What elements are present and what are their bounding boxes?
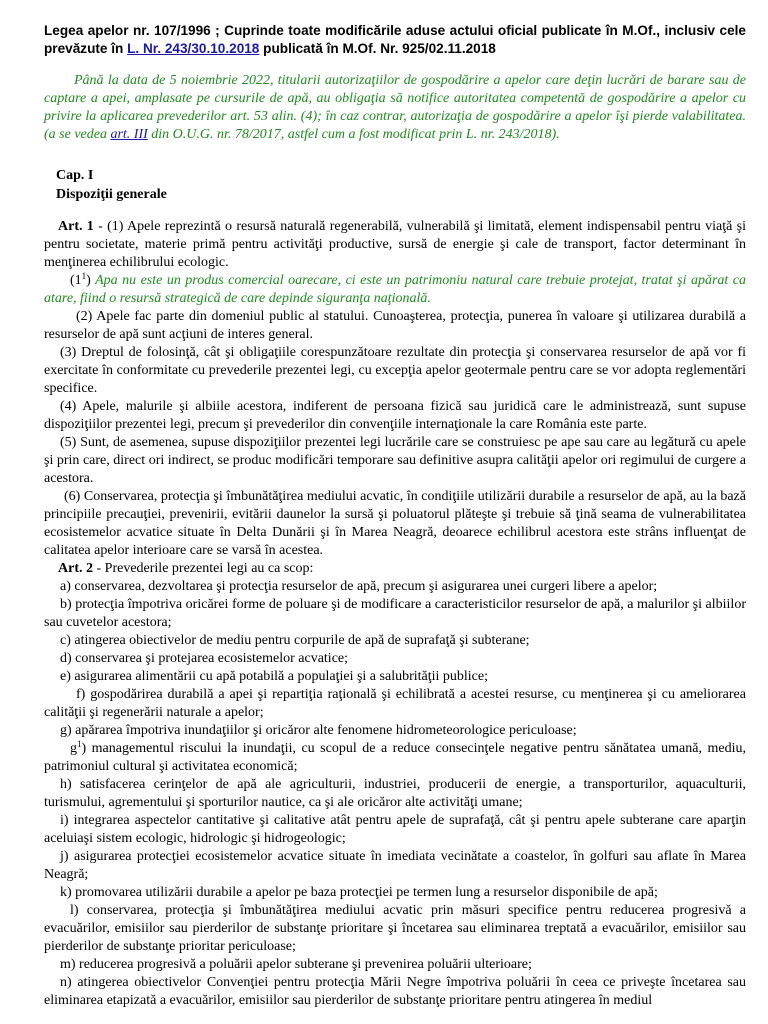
- art1-para1-1: $(1^1)$ Apa nu este un produs comercial oarecare, ci este un patrimoniu natural care trebuie protejat, tratat şi apărat ca atare, fiind o resursă strategică de care depinde siguranţa naţională.: [44, 271, 746, 306]
- art2-item-c: c) atingerea obiectivelor de mediu pentru corpurile de apă de suprafaţă şi subterane;: [60, 633, 530, 648]
- header-text-end: publicată în M.Of. Nr. 925/02.11.2018: [259, 41, 496, 56]
- art2-item-g: g) apărarea împotriva inundaţiilor şi oricăror alte fenomene hidrometeorologice periculoase;: [60, 723, 577, 738]
- law-body: [44, 218, 746, 1010]
- art1-label: Art. 1: [58, 219, 94, 234]
- note-text: Până la data de 5 noiembrie 2022, titularii autorizaţiilor de gospodărire a apelor care deţin lucrări de barare sau de captare a apei, amplasate pe cursurile de apă, au obligaţia să notifice autoritatea competentă de gospodărire a apelor cu privire la aplicarea prevederilor art. 53 alin. (4); în caz contrar, autorizaţia de gospodărire a apelor îşi pierde valabilitatea. (a se vedea: [44, 73, 746, 142]
- art2-item-b: b) protecţia împotriva oricărei forme de poluare şi de modificare a caracteristicilor resurselor de apă, a malurilor şi albiilor sau cuvetelor acestora;: [44, 597, 746, 630]
- chapter-number: Cap. I: [56, 168, 94, 183]
- art1-para4: (4) Apele, malurile şi albiile acestora, indiferent de persoana fizică sau juridică care le administrează, sunt supuse dispoziţiilor prezentei legi, precum şi prevederilor din convenţiile internaţionale la care România este parte.: [44, 399, 746, 432]
- art2-item-e: e) asigurarea alimentării cu apă potabilă a populaţiei şi a salubrităţii publice;: [60, 669, 488, 684]
- note-article-link[interactable]: art. III: [110, 127, 148, 142]
- art1-para3: (3) Dreptul de folosinţă, cât şi obligaţiile corespunzătoare rezultate din protecţia şi conservarea resurselor de apă vor fi exercitate în conformitate cu prevederile prezentei legi, cu excepţia apelor geotermale pentru care se vor adopta reglementări specifice.: [44, 345, 746, 396]
- chapter-heading: [56, 166, 746, 204]
- art2-item-l: l) conservarea, protecţia şi îmbunătăţirea mediului acvatic prin măsuri specifice pentru reducerea progresivă a evacuărilor, emisiilor sau pierderilor de substanţe prioritare şi încetarea sau eliminarea treptată a evacuărilor, emisiilor sau pierderilor de substanţe prioritar periculoase;: [44, 903, 746, 954]
- chapter-title: Dispoziţii generale: [56, 187, 167, 202]
- art2-item-h: h) satisfacerea cerinţelor de apă ale agriculturii, industriei, producerii de energie, a transporturilor, aquaculturii, turismului, agrementului şi sporturilor nautice, ca şi ale oricăror alte activităţi umane;: [44, 777, 746, 810]
- art1-para6: (6) Conservarea, protecţia şi îmbunătăţirea mediului acvatic, în condiţiile utilizării durabile a resurselor de apă, au la bază principiile precauţiei, prevenirii, evitării daunelor la sursă şi poluatorul plăteşte şi trebuie să ţină seama de vulnerabilitatea ecosistemelor acvatice situate în Delta Dunării şi în Marea Neagră, deoarece echilibrul acestora este strâns influenţat de calitatea apelor interioare care se varsă în acestea.: [44, 489, 746, 558]
- art2-intro: Art. 2 - Prevederile prezentei legi au ca scop:: [58, 561, 314, 576]
- art2-item-d: d) conservarea şi protejarea ecosistemelor acvatice;: [60, 651, 349, 666]
- note-text-end: din O.U.G. nr. 78/2017, astfel cum a fost modificat prin L. nr. 243/2018).: [147, 127, 560, 142]
- art2-item-k: k) promovarea utilizării durabile a apelor pe baza protecţiei pe termen lung a resurselor disponibile de apă;: [60, 885, 658, 900]
- art2-item-n: n) atingerea obiectivelor Convenţiei pentru protecţia Mării Negre împotriva poluării în ceea ce priveşte încetarea sau eliminarea etapizată a evacuărilor, emisiilor sau pierderilor de substanţe prioritare pentru atingerea în mediul: [44, 975, 746, 1008]
- art1-para2: (2) Apele fac parte din domeniul public al statului. Cunoaşterea, protecţia, punerea în valoare şi utilizarea durabilă a resurselor de apă sunt acţiuni de interes general.: [44, 309, 746, 342]
- art1-para1: Art. 1 - (1) Apele reprezintă o resursă naturală regenerabilă, vulnerabilă şi limitată, element indispensabil pentru viaţă şi pentru societate, materie primă pentru activităţi productive, sursă de energie şi cale de transport, factor determinant în menţinerea echilibrului ecologic.: [44, 219, 746, 270]
- art2-item-i: i) integrarea aspectelor cantitative şi calitative atât pentru apele de suprafaţă, cât şi pentru apele subterane care aparţin aceluiaşi sistem ecologic, hidrologic şi hidrogeologic;: [44, 813, 746, 846]
- art1-para5: (5) Sunt, de asemenea, supuse dispoziţiilor prezentei legi lucrările care se construiesc pe ape sau care au legătură cu apele şi prin care, direct ori indirect, se produc modificări temporare sau definitive asupra calităţii apelor ori regimului de curgere a acestora.: [44, 435, 746, 486]
- transitional-note: [44, 72, 746, 144]
- art2-item-a: a) conservarea, dezvoltarea şi protecţia resurselor de apă, precum şi asigurarea unei curgeri libere a apelor;: [60, 579, 658, 594]
- art2-label: Art. 2: [58, 561, 93, 576]
- art2-item-g1: $g^1$) managementul riscului la inundaţii, cu scopul de a reduce consecinţele negative pentru sănătatea umană, mediu, patrimoniul cultural şi activitatea economică;: [44, 739, 746, 774]
- header-text: Legea apelor nr. 107/1996 ; Cuprinde toate modificările aduse actului oficial publicate în M.Of., inclusiv cele prevăzute în: [44, 23, 746, 56]
- art2-item-m: m) reducerea progresivă a poluării apelor subterane şi prevenirea poluării ulterioare;: [60, 957, 532, 972]
- document-page: [44, 22, 746, 1010]
- art2-item-j: j) asigurarea protecţiei ecosistemelor acvatice situate în imediata vecinătate a coastelor, în golfuri sau aflate în Marea Neagră;: [44, 849, 746, 882]
- document-header: [44, 22, 746, 58]
- art2-item-f: f) gospodărirea durabilă a apei şi repartiţia raţională şi echilibrată a acestei resurse, cu menţinerea şi cu ameliorarea calităţii şi regenerării naturale a apelor;: [44, 687, 746, 720]
- header-law-link[interactable]: L. Nr. 243/30.10.2018: [127, 41, 260, 56]
